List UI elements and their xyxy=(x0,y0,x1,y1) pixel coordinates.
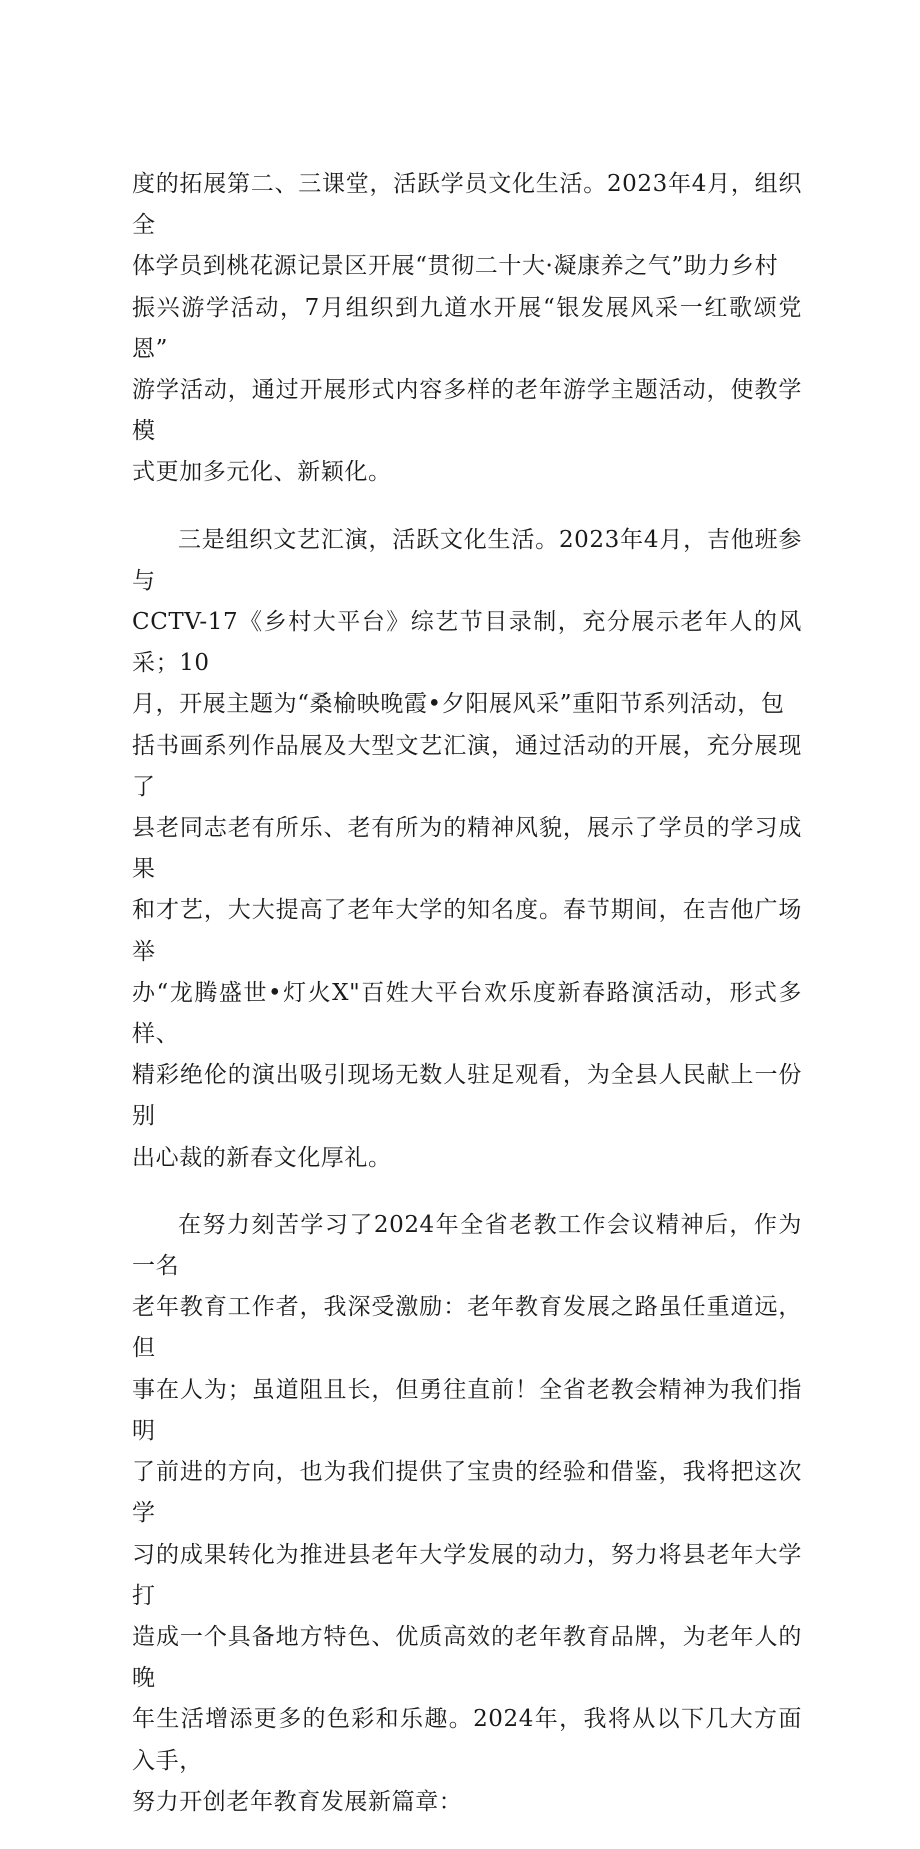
paragraph-continuation: 度的拓展第二、三课堂，活跃学员文化生活。2023年4月，组织全 体学员到桃花源记景区开展“贯彻二十大·凝康养之气”助力乡村 振兴游学活动，7月组织到九道水开展“银发展风采一红歌颂党恩” 游学活动，通过开展形式内容多样的老年游学主题活动，使教学模 式更加多元化、新颖化。 xyxy=(132,171,802,486)
paragraph-performances: 三是组织文艺汇演，活跃文化生活。2023年4月，吉他班参与 CCTV-17《乡村大平台》综艺节目录制，充分展示老年人的风采；10 月，开展主题为“桑榆映晚霞•夕阳展风采”重阳节系列活动，包 括书画系列作品展及大型文艺汇演，通过活动的开展，充分展现了 县老同志老有所乐、老有所为的精神风貌，展示了学员的学习成果 和才艺，大大提高了老年大学的知名度。春节期间，在吉他广场举 办“龙腾盛世•灯火X"百姓大平台欢乐度新春路演活动，形式多样、 精彩绝伦的演出吸引现场无数人驻足观看，为全县人民献上一份别 出心裁的新春文化厚礼。 xyxy=(132,526,802,1171)
paragraph-reflection: 在努力刻苦学习了2024年全省老教工作会议精神后，作为一名 老年教育工作者，我深受激励：老年教育发展之路虽任重道远，但 事在人为；虽道阻且长，但勇往直前！全省老教会精神为我们指明 了前进的方向，也为我们提供了宝贵的经验和借鉴，我将把这次学 习的成果转化为推进县老年大学发展的动力，努力将县老年大学打 造成一个具备地方特色、优质高效的老年教育品牌，为老年人的晚 年生活增添更多的色彩和乐趣。2024年，我将从以下几大方面入手， 努力开创老年教育发展新篇章： xyxy=(132,1211,802,1815)
document-body xyxy=(132,164,802,1849)
